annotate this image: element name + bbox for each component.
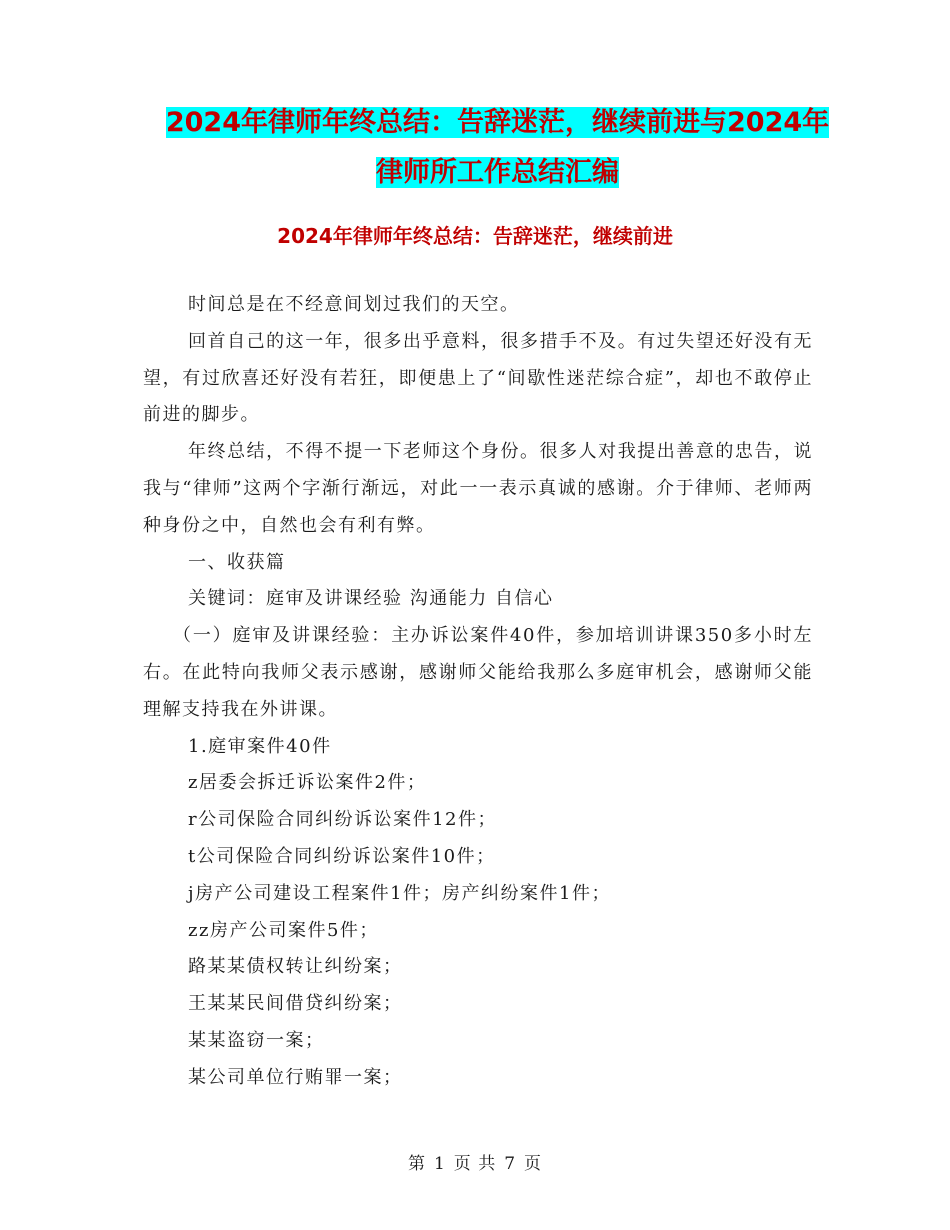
list-item: r公司保险合同纠纷诉讼案件12件； — [188, 809, 498, 831]
document-title-line-2 — [140, 148, 855, 198]
document-title-line-1 — [140, 98, 855, 148]
list-item: t公司保险合同纠纷诉讼案件10件； — [188, 845, 496, 867]
footer-suffix: 页 — [524, 1154, 543, 1174]
footer-total-pages: 7 — [504, 1154, 517, 1174]
title-text-1: 2024年律师年终总结：告辞迷茫，继续前进与2024年 — [165, 107, 830, 138]
document-body — [143, 287, 813, 1097]
list-item: 王某某民间借贷纠纷案； — [188, 993, 403, 1015]
list-item: z居委会拆迁诉讼案件2件； — [188, 772, 427, 794]
paragraph: （一）庭审及讲课经验：主办诉讼案件40件，参加培训讲课350多小时左右。在此特向我师父表示感谢，感谢师父能给我那么多庭审机会，感谢师父能理解支持我在外讲课。 — [143, 625, 813, 720]
list-item: 路某某债权转让纠纷案； — [188, 956, 403, 978]
list-item: zz房产公司案件5件； — [188, 919, 379, 941]
section-heading: 一、收获篇 — [188, 551, 286, 573]
list-item: 某某盗窃一案； — [188, 1029, 325, 1051]
list-item: j房产公司建设工程案件1件；房产纠纷案件1件； — [188, 882, 611, 904]
paragraph: 回首自己的这一年，很多出乎意料，很多措手不及。有过失望还好没有无望，有过欣喜还好没有若狂，即便患上了“间歇性迷茫综合症”，却也不敢停止前进的脚步。 — [143, 330, 813, 426]
paragraph: 年终总结，不得不提一下老师这个身份。很多人对我提出善意的忠告，说我与“律师”这两个字渐行渐远，对此一一表示真诚的感谢。介于律师、老师两种身份之中，自然也会有利有弊。 — [143, 441, 813, 536]
footer-prefix: 第 — [407, 1154, 426, 1174]
footer-page-number: 1 — [433, 1154, 446, 1174]
paragraph: 时间总是在不经意间划过我们的天空。 — [188, 294, 520, 315]
list-heading: 1.庭审案件40件 — [188, 735, 332, 757]
page-footer — [0, 1152, 950, 1176]
section-subtitle: 2024年律师年终总结：告辞迷茫，继续前进 — [277, 224, 673, 248]
keywords-line: 关键词：庭审及讲课经验 沟通能力 自信心 — [188, 588, 554, 610]
list-item: 某公司单位行贿罪一案； — [188, 1066, 403, 1088]
footer-mid: 页 共 — [453, 1154, 497, 1174]
title-text-2: 律师所工作总结汇编 — [376, 157, 619, 188]
